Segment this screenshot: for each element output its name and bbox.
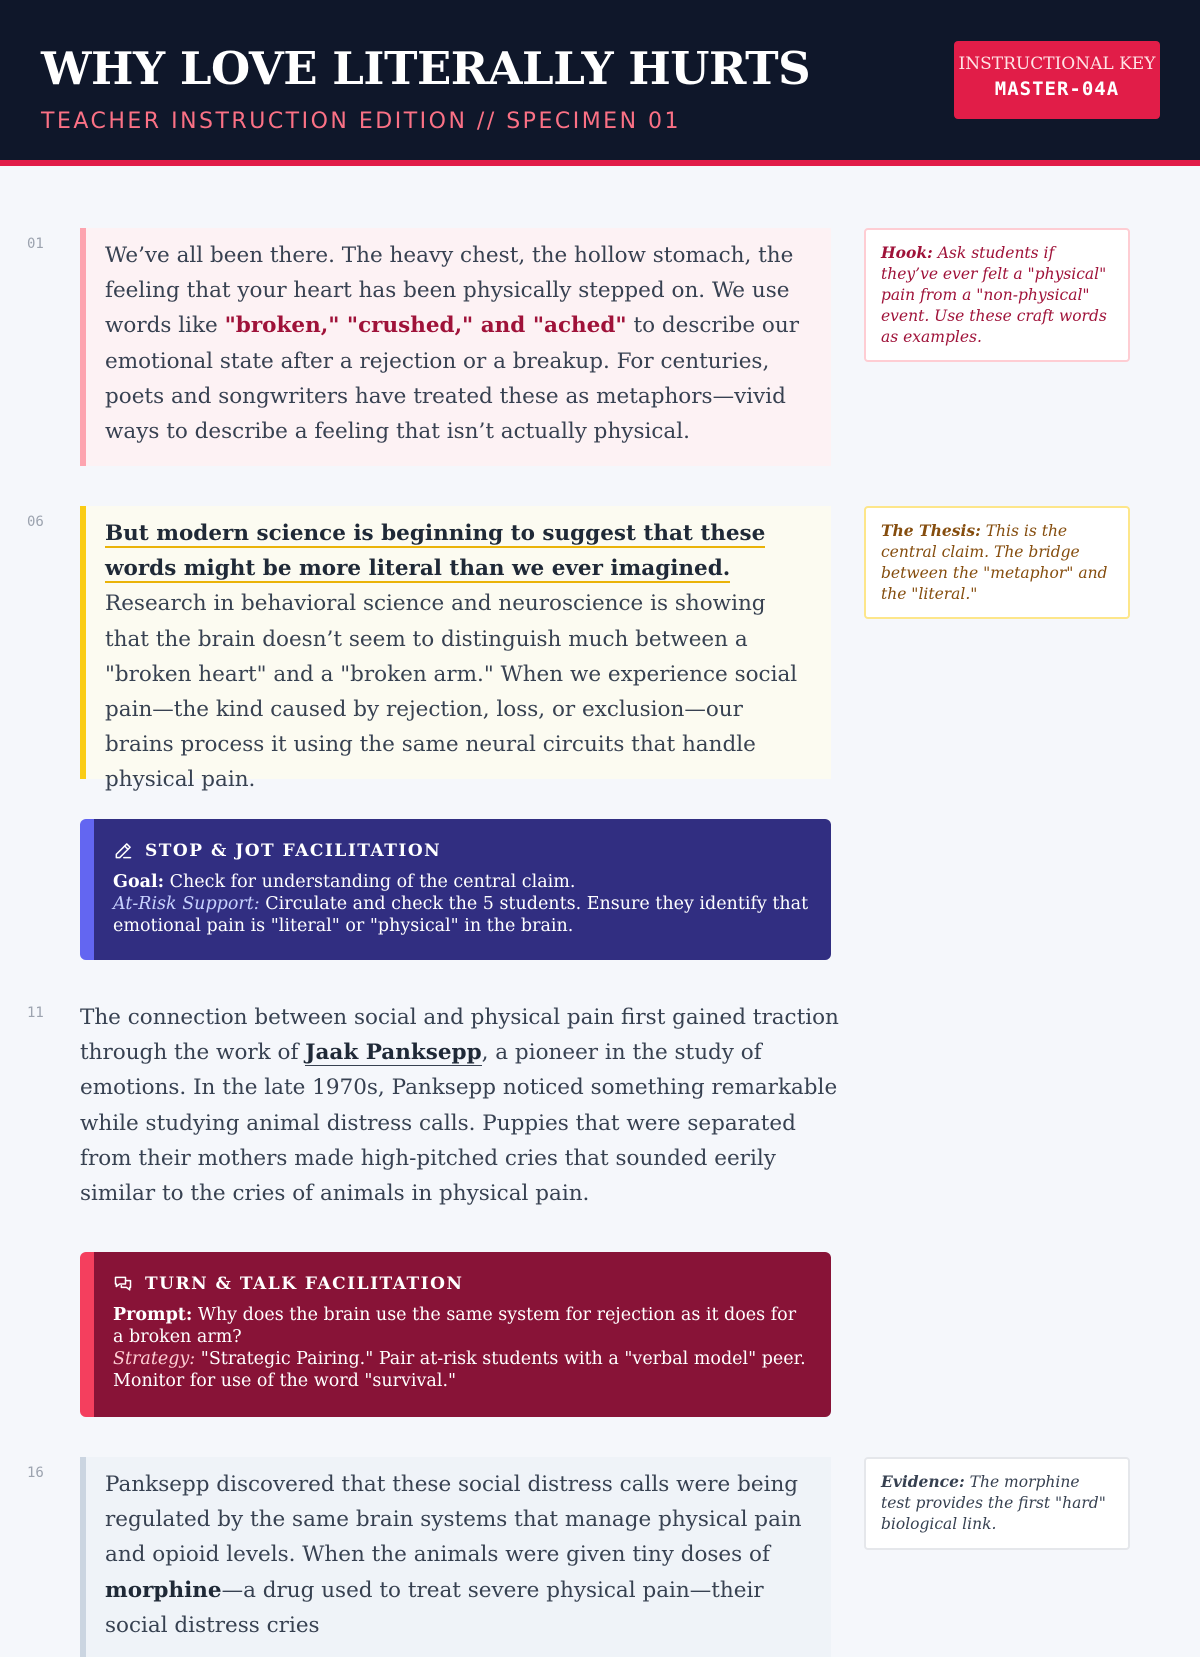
hook-note-text: Ask students if they’ve ever felt a "physical" pain from a "non-physical" event. Use these craft words as examples. bbox=[881, 244, 1107, 346]
evidence-annotation bbox=[864, 1457, 1130, 1550]
key-code: MASTER-04A bbox=[994, 78, 1120, 100]
goal-label: Goal: bbox=[113, 872, 165, 892]
thesis-text-after: Research in behavioral science and neuroscience is showing that the brain doesn’t seem to distinguish much between a "broken heart" and a "broken arm." When we experience social pain—the kind caused by rejection, loss, or exclusion—our brains process it using the same neural circuits that handle physical pain. bbox=[105, 591, 798, 793]
hook-text-before: We’ve all been there. The heavy chest, the hollow stomach, the feeling that your heart has been physically stepped on. We use words like bbox=[105, 243, 794, 339]
hook-annotation bbox=[864, 228, 1130, 362]
goal-text: Check for understanding of the central claim. bbox=[164, 872, 576, 892]
evidence-text-after: —a drug used to treat severe physical pain—their social distress cries bbox=[105, 1577, 764, 1638]
hook-paragraph bbox=[80, 228, 831, 466]
evidence-paragraph bbox=[80, 1457, 831, 1657]
strategy-label: Strategy: bbox=[113, 1349, 196, 1369]
turn-and-talk-box bbox=[80, 1252, 831, 1417]
prompt-label: Prompt: bbox=[113, 1305, 193, 1325]
hook-note-label: Hook: bbox=[881, 243, 933, 262]
thesis-note-label: The Thesis: bbox=[881, 521, 981, 540]
page-title: WHY LOVE LITERALLY HURTS bbox=[41, 42, 811, 95]
stop-and-jot-title: STOP & JOT FACILITATION bbox=[145, 841, 442, 861]
strategy-line bbox=[113, 1348, 809, 1392]
evidence-text-before: Panksepp discovered that these social distress calls were being regulated by the same brain systems that manage physical pain and opioid levels. When the animals were given tiny doses of bbox=[105, 1472, 802, 1568]
support-line bbox=[113, 893, 809, 937]
line-number: 01 bbox=[27, 236, 44, 252]
evidence-note-text: The morphine test provides the first "hard" biological link. bbox=[881, 1473, 1106, 1533]
turn-and-talk-header bbox=[113, 1273, 809, 1295]
stop-and-jot-box bbox=[80, 819, 831, 960]
prompt-text: Why does the brain use the same system for rejection as it does for a broken arm? bbox=[113, 1305, 797, 1347]
prompt-line bbox=[113, 1304, 809, 1348]
strategy-text: "Strategic Pairing." Pair at-risk students with a "verbal model" peer. Monitor for use of the word "survival." bbox=[113, 1349, 806, 1391]
morphine-term: morphine bbox=[105, 1577, 222, 1603]
panksepp-text-after: , a pioneer in the study of emotions. In the late 1970s, Panksepp noticed something remarkable while studying animal distress calls. Puppies that were separated from their mothers made high-pitched cries that sounded eerily similar to the cries of animals in physical pain. bbox=[80, 1040, 838, 1207]
stop-and-jot-header bbox=[113, 840, 809, 862]
thesis-paragraph bbox=[80, 506, 831, 793]
thesis-annotation bbox=[864, 506, 1130, 619]
key-label: INSTRUCTIONAL KEY bbox=[958, 54, 1156, 74]
craft-words-highlight: "broken," "crushed," and "ached" bbox=[224, 313, 627, 339]
support-text: Circulate and check the 5 students. Ensure they identify that emotional pain is "literal" or "physical" in the brain. bbox=[113, 894, 809, 936]
line-number: 16 bbox=[27, 1465, 44, 1481]
line-number: 06 bbox=[27, 514, 44, 530]
turn-and-talk-title: TURN & TALK FACILITATION bbox=[145, 1274, 464, 1294]
panksepp-paragraph bbox=[80, 1000, 840, 1211]
instructional-key-badge bbox=[954, 41, 1160, 119]
line-number: 11 bbox=[27, 1005, 44, 1021]
pencil-icon bbox=[113, 841, 133, 861]
support-label: At-Risk Support: bbox=[113, 894, 260, 914]
edition-subtitle: TEACHER INSTRUCTION EDITION // SPECIMEN 01 bbox=[41, 109, 682, 134]
chat-bubbles-icon bbox=[113, 1274, 133, 1294]
thesis-note-text: This is the central claim. The bridge between the "metaphor" and the "literal." bbox=[881, 522, 1108, 603]
panksepp-name: Jaak Panksepp bbox=[305, 1040, 482, 1066]
hook-text-after: to describe our emotional state after a rejection or a breakup. For centuries, poets and songwriters have treated these as metaphors—vivid ways to describe a feeling that isn’t actually physical. bbox=[105, 313, 799, 445]
goal-line bbox=[113, 871, 809, 893]
thesis-claim: But modern science is beginning to suggest that these words might be more literal than we ever imagined. bbox=[105, 521, 766, 582]
evidence-note-label: Evidence: bbox=[881, 1472, 965, 1491]
panksepp-text-before: The connection between social and physical pain first gained traction through the work of bbox=[80, 1005, 839, 1066]
page-header bbox=[0, 0, 1200, 166]
